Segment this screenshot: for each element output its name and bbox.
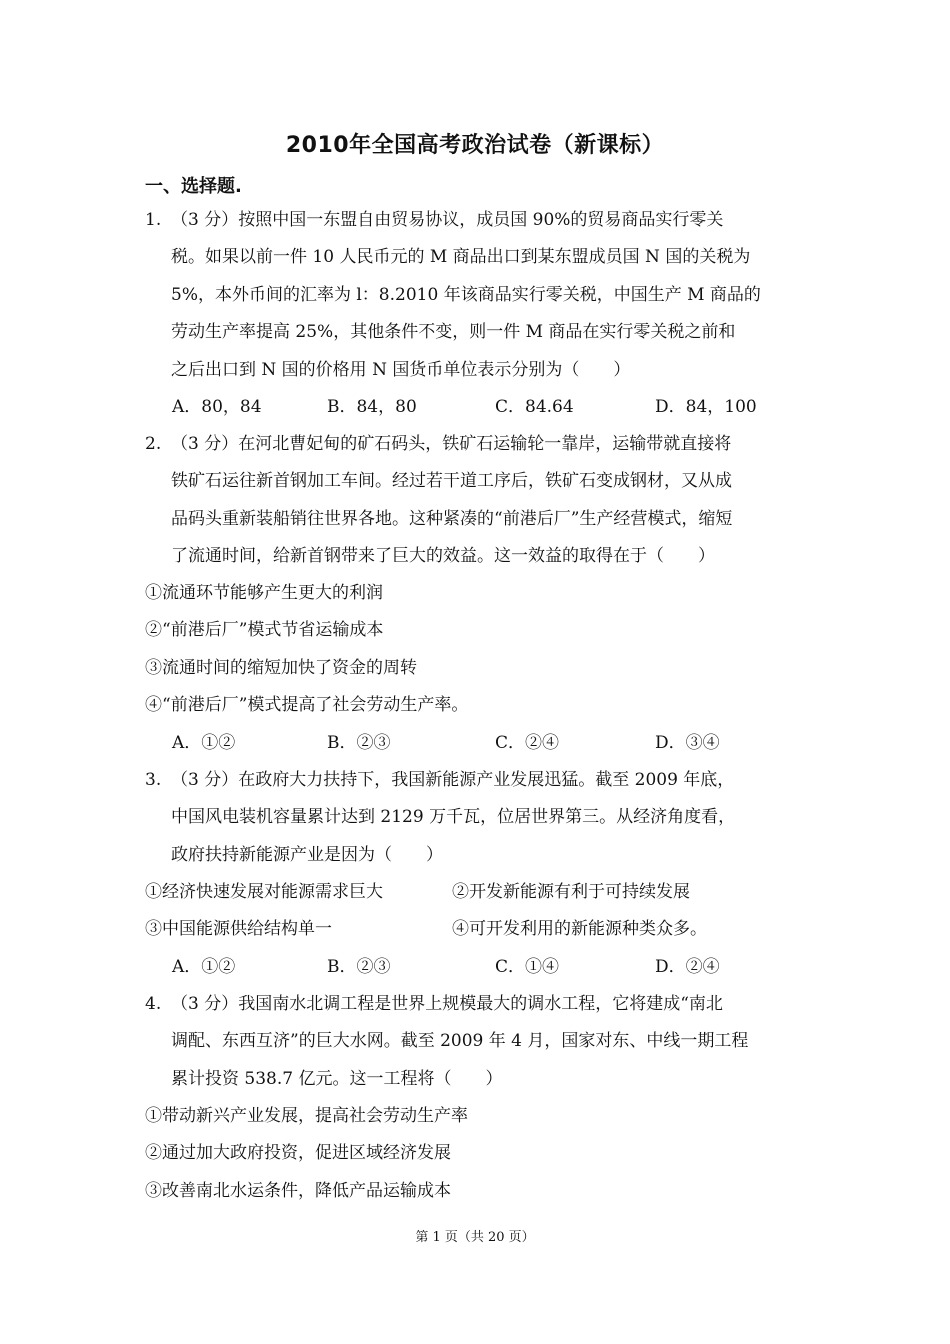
- question-text-line: 铁矿石运往新首钢加工车间。经过若干道工序后，铁矿石变成钢材，又从成: [171, 471, 732, 492]
- question-text-line: 中国风电装机容量累计达到 2129 万千瓦，位居世界第三。从经济角度看，: [171, 807, 736, 828]
- option-c: C．84.64: [495, 397, 574, 417]
- option-d: D．②④: [655, 957, 720, 977]
- option-a: A．80，84: [172, 397, 262, 417]
- question-text-line: 劳动生产率提高 25%，其他条件不变，则一件 M 商品在实行零关税之前和: [171, 322, 736, 343]
- page-title: 2010年全国高考政治试卷（新课标）: [285, 133, 665, 158]
- question-text-line: 政府扶持新能源产业是因为（ ）: [171, 844, 443, 865]
- statement-1: ①经济快速发展对能源需求巨大: [145, 882, 383, 902]
- option-d: D．84，100: [655, 397, 757, 417]
- question-number: 3.: [145, 770, 162, 790]
- question-text-line: 了流通时间，给新首钢带来了巨大的效益。这一效益的取得在于（ ）: [171, 546, 715, 567]
- question-4: [145, 986, 817, 1098]
- option-a: A．①②: [172, 733, 236, 753]
- options-question-1: [172, 389, 812, 426]
- statement-4: ④“前港后厂”模式提高了社会劳动生产率。: [145, 695, 469, 715]
- option-a: A．①②: [172, 957, 236, 977]
- question-3: [145, 762, 817, 874]
- option-c: C．②④: [495, 733, 560, 753]
- option-b: B．84，80: [327, 397, 417, 417]
- statement-1: ①带动新兴产业发展，提高社会劳动生产率: [145, 1106, 468, 1126]
- section-heading: 一、选择题.: [145, 176, 242, 197]
- question-text-line: 品码头重新装船销往世界各地。这种紧凑的“前港后厂”生产经营模式，缩短: [171, 508, 733, 529]
- question-number: 4.: [145, 994, 162, 1014]
- statement-4: ④可开发利用的新能源种类众多。: [452, 919, 707, 939]
- option-b: B．②③: [327, 957, 391, 977]
- option-d: D．③④: [655, 733, 720, 753]
- statement-2: ②通过加大政府投资，促进区域经济发展: [145, 1143, 451, 1163]
- statement-2: ②“前港后厂”模式节省运输成本: [145, 620, 384, 640]
- statement-3: ③改善南北水运条件，降低产品运输成本: [145, 1181, 451, 1201]
- statement-2: ②开发新能源有利于可持续发展: [452, 882, 690, 902]
- statement-3: ③中国能源供给结构单一: [145, 919, 332, 939]
- question-text-line: 累计投资 538.7 亿元。这一工程将（ ）: [171, 1068, 503, 1089]
- page-footer: 第 1 页（共 20 页）: [415, 1230, 535, 1245]
- question-2: [145, 426, 817, 576]
- question-text-line: 5%，本外币间的汇率为 l：8.2010 年该商品实行零关税，中国生产 M 商品的: [171, 284, 761, 305]
- statement-1: ①流通环节能够产生更大的利润: [145, 583, 383, 603]
- options-question-3: [172, 949, 812, 986]
- question-text-line: 之后出口到 N 国的价格用 N 国货币单位表示分别为（ ）: [171, 359, 631, 380]
- question-text-line: （3 分）在政府大力扶持下，我国新能源产业发展迅猛。截至 2009 年底，: [171, 770, 735, 790]
- question-text-line: 调配、东西互济”的巨大水网。截至 2009 年 4 月，国家对东、中线一期工程: [171, 1031, 749, 1052]
- statement-3: ③流通时间的缩短加快了资金的周转: [145, 658, 417, 678]
- question-text-line: （3 分）在河北曹妃甸的矿石码头，铁矿石运输轮一靠岸，运输带就直接将: [171, 434, 732, 454]
- question-number: 2.: [145, 434, 162, 454]
- option-b: B．②③: [327, 733, 391, 753]
- question-number: 1.: [145, 210, 162, 230]
- option-c: C．①④: [495, 957, 560, 977]
- question-text-line: 税。如果以前一件 10 人民币元的 M 商品出口到某东盟成员国 N 国的关税为: [171, 247, 751, 268]
- question-text-line: （3 分）我国南水北调工程是世界上规模最大的调水工程，它将建成“南北: [171, 994, 723, 1014]
- question-1: [145, 202, 817, 389]
- question-text-line: （3 分）按照中国一东盟自由贸易协议，成员国 90%的贸易商品实行零关: [171, 210, 724, 230]
- options-question-2: [172, 725, 812, 762]
